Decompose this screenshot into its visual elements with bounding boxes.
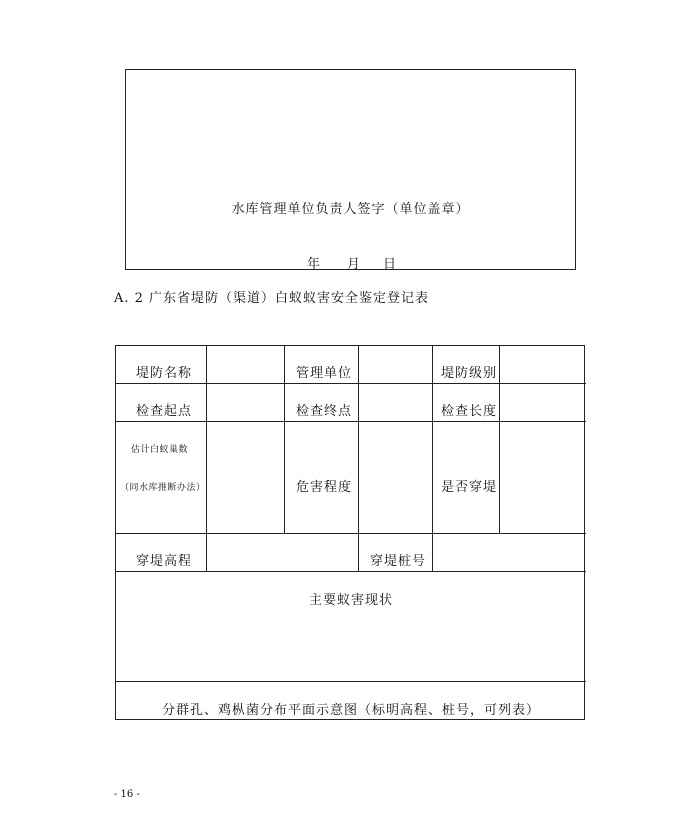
col-divider (432, 533, 433, 571)
date-year: 年 (307, 257, 321, 272)
section-title: A. 2 广东省堤防（渠道）白蚁蚁害安全鉴定登记表 (114, 291, 430, 306)
col-divider (432, 346, 433, 533)
date-day: 日 (383, 257, 397, 272)
dike-name-label: 堤防名称 (136, 366, 193, 381)
status-label: 主要蚁害现状 (308, 593, 393, 608)
check-length-label: 检查长度 (441, 404, 498, 419)
row-divider (116, 383, 586, 384)
management-unit-label: 管理单位 (296, 366, 353, 381)
row-divider (116, 571, 586, 572)
col-divider (358, 346, 359, 533)
signature-box (125, 69, 576, 270)
nest-estimate-note: （同水库推断办法） (120, 483, 206, 493)
date-month: 月 (347, 257, 361, 272)
signature-label: 水库管理单位负责人签字（单位盖章） (231, 202, 470, 217)
penetration-label: 是否穿堤 (441, 480, 498, 495)
nest-estimate-label: 估计白蚁巢数 (131, 445, 189, 455)
plan-label: 分群孔、鸡枞菌分布平面示意图（标明高程、桩号，可列表） (161, 703, 540, 718)
col-divider (284, 346, 285, 533)
dike-grade-label: 堤防级别 (441, 366, 498, 381)
check-start-label: 检查起点 (136, 404, 193, 419)
row-divider (116, 681, 586, 682)
row-divider (116, 533, 586, 534)
check-end-label: 检查终点 (296, 404, 353, 419)
col-divider (358, 533, 359, 571)
hazard-degree-label: 危害程度 (296, 480, 353, 495)
col-divider (206, 346, 207, 533)
page-number: - 16 - (114, 789, 140, 800)
row-divider (116, 421, 586, 422)
penetration-stake-label: 穿堤桩号 (370, 554, 427, 569)
col-divider (206, 533, 207, 571)
registration-table (115, 345, 585, 720)
penetration-elevation-label: 穿堤高程 (136, 554, 193, 569)
col-divider (499, 346, 500, 533)
